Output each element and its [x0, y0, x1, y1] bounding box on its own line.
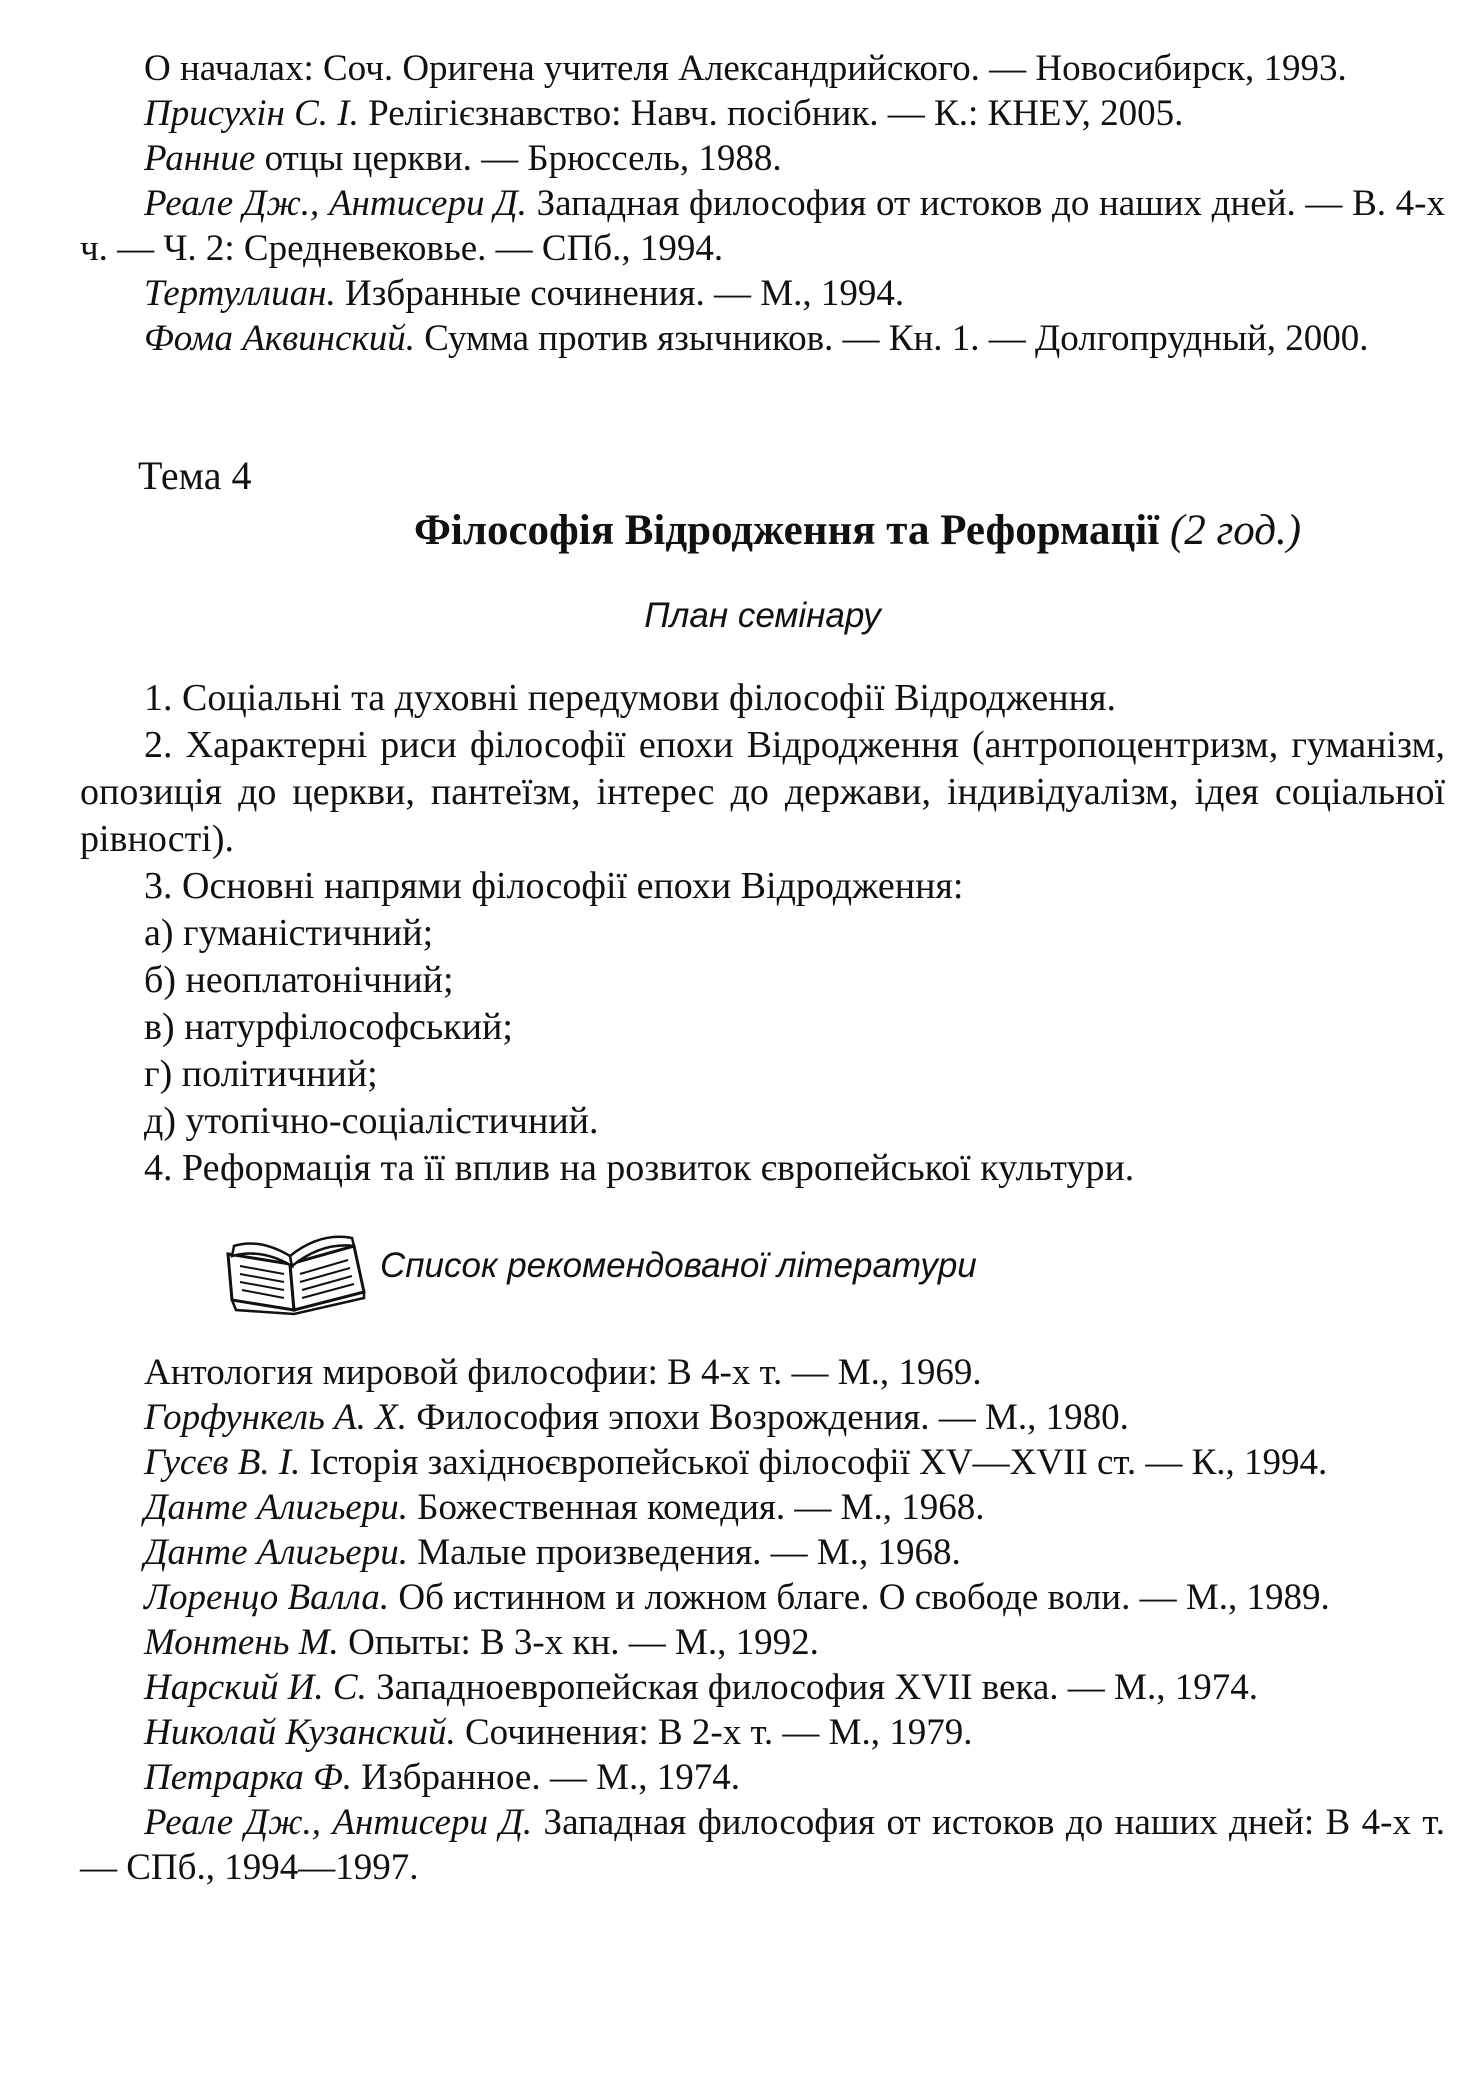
literature-text: Западноевропейская философия XVII века. — М., 1974.	[366, 1667, 1258, 1708]
page	[80, 46, 1445, 1890]
literature-entry	[80, 1395, 1445, 1440]
literature-author: Николай Кузанский.	[144, 1712, 456, 1753]
literature-entry	[80, 1440, 1445, 1485]
plan-title: План семінару	[644, 596, 881, 635]
plan-item: 1. Соціальні та духовні передумови філософії Відродження.	[144, 677, 1116, 719]
open-book-icon	[220, 1216, 370, 1316]
literature-entry	[80, 1530, 1445, 1575]
literature-entry	[80, 1665, 1445, 1710]
reference-text: Избранные сочинения. — М., 1994.	[335, 273, 905, 314]
reference-text: Релігієзнавство: Навч. посібник. — К.: КНЕУ, 2005.	[358, 93, 1184, 134]
literature-author: Гусєв В. І.	[144, 1442, 301, 1483]
topic-hours: (2 год.)	[1169, 507, 1302, 554]
reference-entry	[80, 46, 1445, 91]
reference-author: Присухін С. І.	[144, 93, 359, 134]
reference-entry	[80, 136, 1445, 181]
plan-item: в) натурфілософський;	[144, 1006, 513, 1048]
plan-item: б) неоплатонічний;	[144, 959, 454, 1001]
literature-author: Данте Алигьери.	[144, 1532, 408, 1573]
literature-text: Антология мировой философии: В 4-х т. — М., 1969.	[144, 1352, 982, 1393]
literature-author: Петрарка Ф.	[144, 1757, 353, 1798]
literature-entry	[80, 1485, 1445, 1530]
literature-text: Философия эпохи Возрождения. — М., 1980.	[407, 1397, 1129, 1438]
literature-author: Лоренцо Валла.	[144, 1577, 390, 1618]
literature-author: Монтень М.	[144, 1622, 339, 1663]
literature-header	[220, 1216, 1445, 1316]
reference-author: Ранние	[144, 138, 256, 179]
reference-entry	[80, 91, 1445, 136]
literature-entry	[80, 1710, 1445, 1755]
literature-text: Сочинения: В 2-х т. — М., 1979.	[455, 1712, 973, 1753]
literature-text: Історія західноєвропейської філософії XV—XVII ст. — К., 1994.	[300, 1442, 1328, 1483]
topic-title	[80, 503, 1445, 559]
plan-item: а) гуманістичний;	[144, 912, 434, 954]
previous-references-list	[80, 46, 1445, 361]
plan-item: 2. Характерні риси філософії епохи Відродження (антропоцентризм, гуманізм, опозиція до церкви, пантеїзм, інтерес до держави, індивідуалізм, ідея соціальної рівності).	[80, 724, 1445, 860]
reference-author: Реале Дж., Антисери Д.	[144, 183, 527, 224]
reference-author: Тертуллиан.	[144, 273, 336, 314]
literature-author: Данте Алигьери.	[144, 1487, 408, 1528]
literature-author: Нарский И. С.	[144, 1667, 367, 1708]
plan-item: 3. Основні напрями філософії епохи Відродження:	[144, 865, 964, 907]
literature-author: Реале Дж., Антисери Д.	[144, 1802, 533, 1843]
plan-list	[80, 675, 1445, 1192]
plan-item: г) політичний;	[144, 1053, 378, 1095]
literature-text: Опыты: В 3-х кн. — М., 1992.	[338, 1622, 819, 1663]
plan-item: д) утопічно-соціалістичний.	[144, 1100, 599, 1142]
reference-text: Сумма против язычников. — Кн. 1. — Долгопрудный, 2000.	[415, 318, 1369, 359]
topic-title-text: Філософія Відродження та Реформації	[413, 507, 1160, 554]
literature-text: Малые произведения. — М., 1968.	[407, 1532, 961, 1573]
literature-entry	[80, 1350, 1445, 1395]
literature-text: Западная философия от истоков до наших дней: В 4-х т. — СПб., 1994—1997.	[80, 1802, 1445, 1888]
reference-text: отцы церкви. — Брюссель, 1988.	[255, 138, 782, 179]
literature-entry	[80, 1620, 1445, 1665]
reference-text: Западная философия от истоков до наших дней. — В. 4-х ч. — Ч. 2: Средневековье. — СПб., 1994.	[80, 183, 1445, 269]
literature-entry	[80, 1800, 1445, 1890]
literature-entry	[80, 1575, 1445, 1620]
reference-entry	[80, 316, 1445, 361]
reference-entry	[80, 181, 1445, 271]
literature-entry	[80, 1755, 1445, 1800]
literature-text: Об истинном и ложном благе. О свободе воли. — М., 1989.	[389, 1577, 1330, 1618]
reference-entry	[80, 271, 1445, 316]
literature-text: Божественная комедия. — М., 1968.	[407, 1487, 985, 1528]
reference-text: О началах: Соч. Оригена учителя Александрийского. — Новосибирск, 1993.	[144, 48, 1347, 89]
topic-label: Тема 4	[138, 453, 252, 498]
literature-text: Избранное. — М., 1974.	[352, 1757, 740, 1798]
literature-author: Горфункель А. Х.	[144, 1397, 408, 1438]
reference-author: Фома Аквинский.	[144, 318, 416, 359]
literature-title: Список рекомендованої літератури	[380, 1246, 977, 1285]
literature-list	[80, 1350, 1445, 1890]
plan-item: 4. Реформація та її вплив на розвиток європейської культури.	[144, 1147, 1135, 1189]
